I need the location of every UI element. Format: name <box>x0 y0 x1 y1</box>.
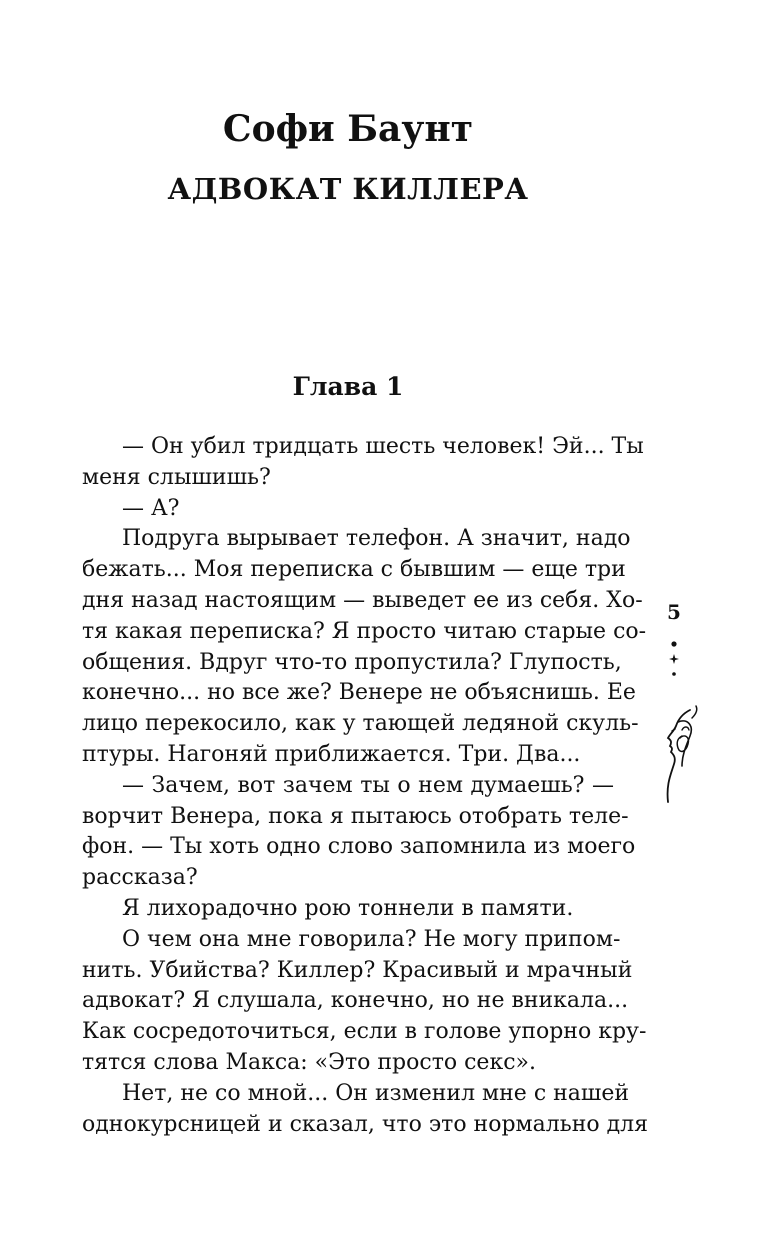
text-line: однокурсницей и сказал, что это нормально для <box>82 1111 649 1137</box>
text-line: Подруга вырывает телефон. А значит, надо <box>122 526 631 552</box>
text-line: бежать... Моя переписка с бывшим — еще три <box>82 557 626 583</box>
text-line: фон. — Ты хоть одно слово запомнила из моего <box>82 834 636 860</box>
text-line: Как сосредоточиться, если в голове упорно кру- <box>82 1019 647 1045</box>
text-line: меня слышишь? <box>82 464 271 490</box>
text-line: тя какая переписка? Я просто читаю старые со- <box>82 618 647 644</box>
body-text <box>82 432 649 1140</box>
text-line: птуры. Нагоняй приближается. Три. Два... <box>82 741 581 767</box>
text-line: адвокат? Я слушала, конечно, но не вникала... <box>82 988 629 1014</box>
text-line: тятся слова Макса: «Это просто секс». <box>82 1049 536 1075</box>
text-line: О чем она мне говорила? Не могу припом- <box>122 926 621 952</box>
text-line: — Он убил тридцать шесть человек! Эй... Ты <box>122 434 644 459</box>
text-line: Я лихорадочно рою тоннели в памяти. <box>122 895 574 921</box>
text-line: дня назад настоящим — выведет ее из себя. Хо- <box>82 587 643 613</box>
text-line: рассказа? <box>82 865 198 891</box>
woman-profile-icon <box>638 634 708 814</box>
text-line: Нет, не со мной... Он изменил мне с нашей <box>122 1080 630 1106</box>
text-line: конечно... но все же? Венере не объяснишь. Ее <box>82 680 636 706</box>
text-line: лицо перекосило, как у тающей ледяной скуль- <box>82 711 639 737</box>
author-name: Софи Баунт <box>222 108 474 150</box>
text-line: ворчит Венера, пока я пытаюсь отобрать теле- <box>82 803 629 829</box>
page-number: 5 <box>667 600 681 624</box>
text-line: общения. Вдруг что-то пропустила? Глупость, <box>82 649 622 675</box>
text-line: — А? <box>122 495 180 521</box>
text-line: нить. Убийства? Киллер? Красивый и мрачный <box>82 957 633 983</box>
book-title: АДВОКАТ КИЛЛЕРА <box>167 172 529 206</box>
text-line: — Зачем, вот зачем ты о нем думаешь? — <box>122 772 614 798</box>
chapter-title: Глава 1 <box>292 372 404 401</box>
